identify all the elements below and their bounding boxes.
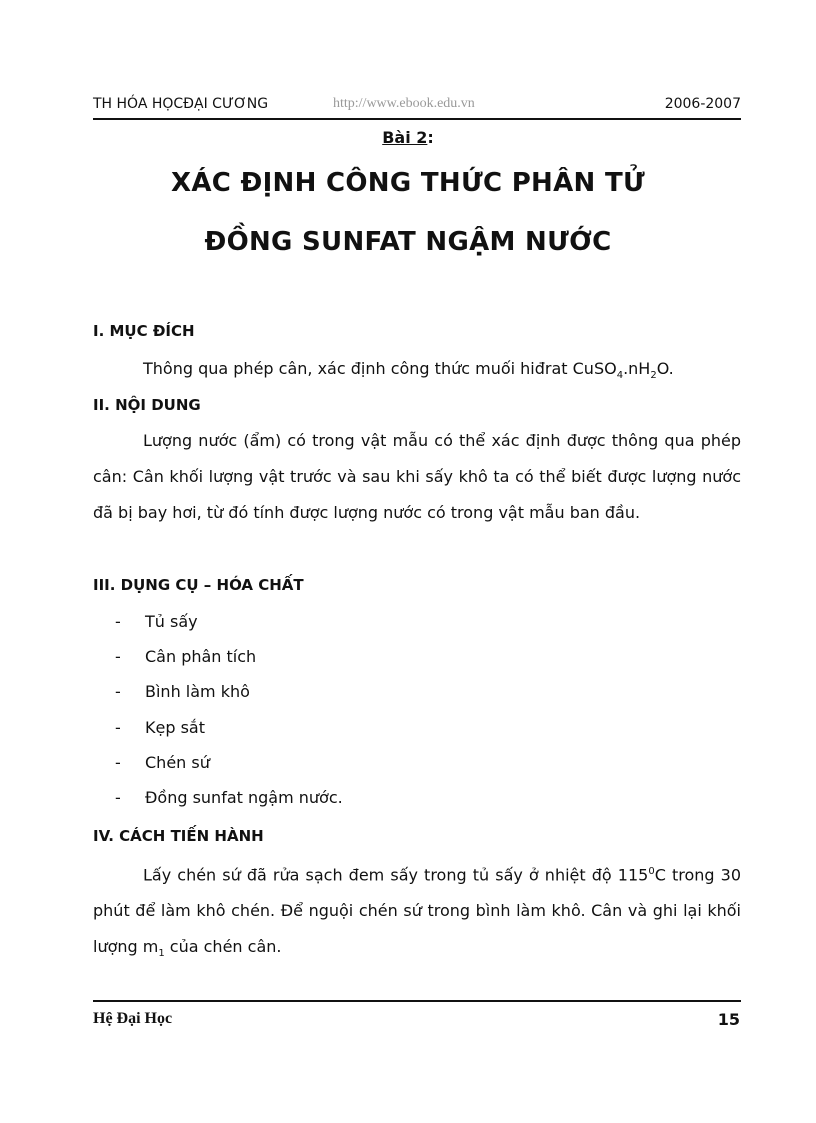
s4-text-mid: C trong 30 phút để làm khô chén. Để nguội chén sứ trong bình làm khô. Cân và ghi lại khối lượng m — [93, 865, 741, 957]
list-dash: - — [115, 752, 121, 772]
list-item-text: Cân phân tích — [145, 647, 257, 667]
footer-program: Hệ Đại Học — [93, 1010, 173, 1027]
section-1-paragraph — [93, 351, 741, 394]
list-dash: - — [115, 682, 121, 702]
section-3-heading: III. DỤNG CỤ – HÓA CHẤT — [93, 576, 304, 594]
list-dash: - — [115, 647, 121, 667]
s4-text-before: Lấy chén sứ đã rửa sạch đem sấy trong tủ sấy ở nhiệt độ 115 — [143, 865, 649, 885]
list-item — [115, 780, 343, 815]
list-item — [115, 604, 343, 639]
list-item-text: Tủ sấy — [145, 612, 198, 631]
s1-subscript-2: 2 — [650, 370, 657, 382]
header-year: 2006-2007 — [664, 96, 741, 112]
page-number: 15 — [717, 1010, 740, 1029]
section-4-heading: IV. CÁCH TIẾN HÀNH — [93, 827, 264, 845]
s1-text-before: Thông qua phép cân, xác định công thức muối hiđrat CuSO — [143, 359, 617, 378]
list-item-text: Đồng sunfat ngậm nước. — [145, 787, 343, 807]
header-course-title: TH HÓA HỌCĐẠI CƯƠNG — [93, 96, 269, 112]
list-item — [115, 745, 343, 780]
lesson-label: Bài 2 — [382, 128, 428, 147]
list-item — [115, 674, 343, 709]
s4-subscript-1: 1 — [158, 948, 165, 960]
page-header — [93, 96, 741, 116]
section-1-heading: I. MỤC ĐÍCH — [93, 322, 195, 340]
section-4-paragraph — [93, 854, 741, 973]
lesson-number — [0, 128, 816, 147]
list-item-text: Chén sứ — [145, 752, 210, 772]
list-dash: - — [115, 717, 121, 737]
list-item-text: Kẹp sắt — [145, 717, 205, 737]
s1-text-mid: .nH — [623, 359, 651, 378]
title-line-2: ĐỒNG SUNFAT NGẬM NƯỚC — [204, 227, 612, 257]
s1-subscript-4: 4 — [616, 370, 624, 382]
section-2-heading: II. NỘI DUNG — [93, 396, 201, 414]
title-line-1: XÁC ĐỊNH CÔNG THỨC PHÂN TỬ — [170, 168, 646, 198]
s4-text-after: của chén cân. — [164, 937, 282, 957]
header-url-watermark: http://www.ebook.edu.vn — [333, 96, 475, 111]
s1-text-after: O. — [656, 359, 674, 378]
list-dash: - — [115, 612, 121, 631]
s4-superscript-0: 0 — [648, 866, 655, 877]
equipment-list — [115, 604, 343, 815]
list-item — [115, 639, 343, 674]
header-divider — [93, 118, 741, 120]
list-item — [115, 710, 343, 745]
footer-divider — [93, 1000, 741, 1002]
section-2-paragraph: Lượng nước (ẩm) có trong vật mẫu có thể xác định được thông qua phép cân: Cân khối lượng vật trước và sau khi sấy khô ta có thể biết được lượng nước đã bị bay hơi, từ đó tính được lượng nước có trong vật mẫu ban đầu. — [93, 431, 741, 522]
lesson-colon: : — [427, 128, 434, 147]
list-item-text: Bình làm khô — [145, 682, 250, 702]
list-dash: - — [115, 787, 121, 807]
